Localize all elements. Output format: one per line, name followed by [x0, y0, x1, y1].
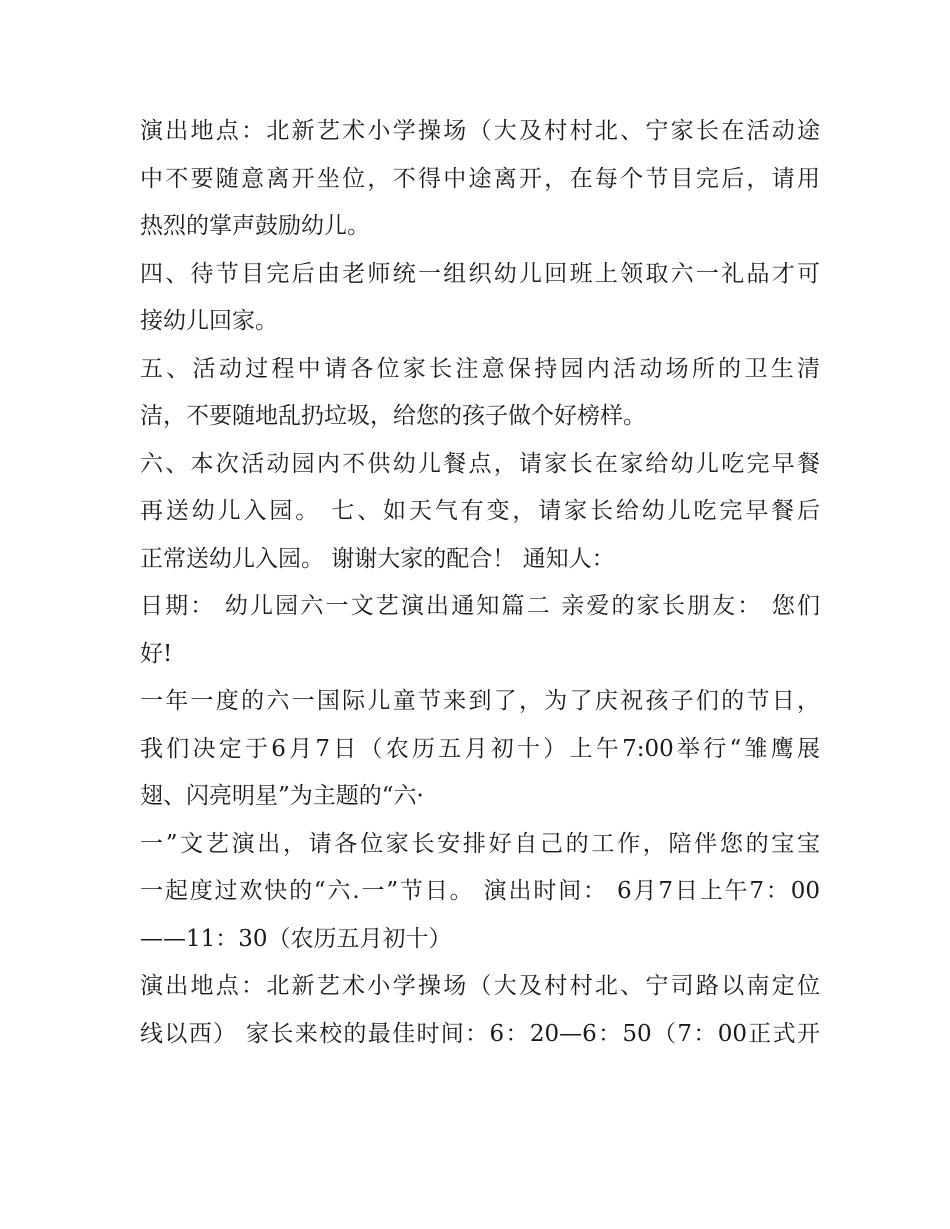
text-line: 一起度过欢快的“六.一”节日。 演出时间： 6月7日上午7：00	[140, 878, 820, 904]
text-line: 一”文艺演出，请各位家长安排好自己的工作，陪伴您的宝宝	[140, 830, 820, 857]
text-line: 一年一度的六一国际儿童节来到了，为了庆祝孩子们的节日，	[140, 688, 820, 714]
text-line: 线以西） 家长来校的最佳时间：6：20—6：50（7：00正式开	[140, 1020, 820, 1047]
text-line: 我们决定于6月7日（农历五月初十）上午7:00举行“雏鹰展	[140, 735, 820, 762]
text-line: 六、本次活动园内不供幼儿餐点，请家长在家给幼儿吃完早餐	[140, 450, 820, 477]
text-line: ——11：30（农历五月初十）	[140, 925, 452, 952]
text-line: 洁，不要随地乱扔垃圾，给您的孩子做个好榜样。	[140, 403, 646, 429]
text-line: 好!	[140, 640, 173, 667]
text-line: 再送幼儿入园。 七、如天气有变，请家长给幼儿吃完早餐后	[140, 498, 820, 524]
text-line: 正常送幼儿入园。 谢谢大家的配合！ 通知人：	[140, 545, 615, 572]
text-line: 日期： 幼儿园六一文艺演出通知篇二 亲爱的家长朋友： 您们	[140, 593, 820, 619]
text-line: 翅、闪亮明星”为主题的“六·	[140, 783, 424, 809]
text-line: 五、活动过程中请各位家长注意保持园内活动场所的卫生清	[140, 355, 820, 382]
text-line: 演出地点：北新艺术小学操场（大及村村北、宁司路以南定位	[140, 973, 820, 999]
text-line: 中不要随意离开坐位，不得中途离开，在每个节目完后，请用	[140, 165, 820, 192]
text-line: 接幼儿回家。	[140, 308, 278, 334]
text-line: 四、待节目完后由老师统一组织幼儿回班上领取六一礼品才可	[140, 260, 820, 287]
document-body	[140, 108, 820, 1058]
text-line: 热烈的掌声鼓励幼儿。	[140, 213, 370, 239]
text-line: 演出地点：北新艺术小学操场（大及村村北、宁家长在活动途	[140, 118, 820, 144]
